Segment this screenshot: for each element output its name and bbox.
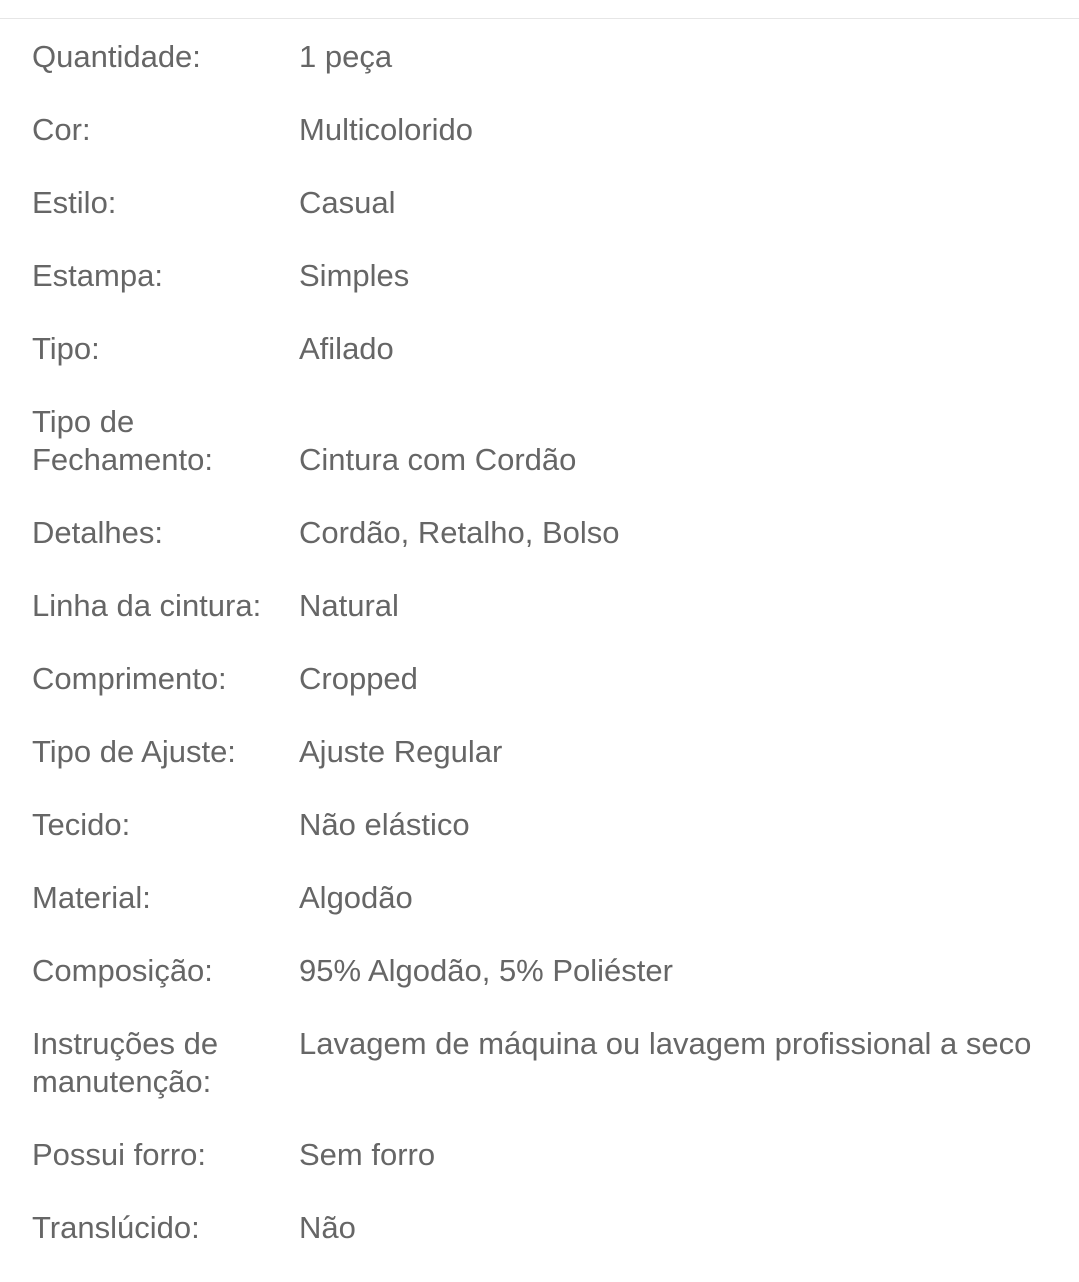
spec-label: Possui forro:	[32, 1137, 207, 1172]
spec-label: Composição:	[32, 953, 213, 988]
spec-row-quantidade	[32, 38, 1042, 76]
spec-label: Instruções de manutenção:	[32, 1026, 219, 1099]
spec-row-linha-da-cintura	[32, 587, 1042, 625]
spec-value: Multicolorido	[299, 112, 474, 147]
spec-row-estilo	[32, 184, 1042, 222]
spec-value: Lavagem de máquina ou lavagem profissional a seco	[299, 1026, 1032, 1061]
spec-label: Estilo:	[32, 185, 117, 220]
spec-value: Algodão	[299, 880, 413, 915]
spec-value: Casual	[299, 185, 396, 220]
spec-label: Comprimento:	[32, 661, 227, 696]
spec-row-estampa	[32, 257, 1042, 295]
spec-row-cor	[32, 111, 1042, 149]
spec-row-composicao	[32, 952, 1042, 990]
spec-label: Material:	[32, 880, 151, 915]
spec-value: 95% Algodão, 5% Poliéster	[299, 953, 673, 988]
spec-label: Tipo de Fechamento:	[32, 404, 213, 477]
spec-label: Tecido:	[32, 807, 131, 842]
spec-value: Não	[299, 1210, 356, 1245]
spec-label: Translúcido:	[32, 1210, 200, 1245]
product-spec-list	[32, 38, 1042, 1282]
spec-row-material	[32, 879, 1042, 917]
spec-label: Detalhes:	[32, 515, 163, 550]
spec-row-detalhes	[32, 514, 1042, 552]
spec-label: Cor:	[32, 112, 91, 147]
spec-value: Natural	[299, 588, 399, 623]
spec-label: Quantidade:	[32, 39, 201, 74]
spec-row-tipo-de-ajuste	[32, 733, 1042, 771]
spec-row-tipo	[32, 330, 1042, 368]
spec-row-comprimento	[32, 660, 1042, 698]
spec-value: Cordão, Retalho, Bolso	[299, 515, 620, 550]
spec-value: 1 peça	[299, 39, 393, 74]
spec-value: Simples	[299, 258, 410, 293]
spec-row-translucido	[32, 1209, 1042, 1247]
spec-value: Cropped	[299, 661, 418, 696]
spec-value: Afilado	[299, 331, 394, 366]
spec-row-tipo-de-fechamento	[32, 403, 1042, 479]
spec-row-tecido	[32, 806, 1042, 844]
spec-value: Sem forro	[299, 1137, 436, 1172]
spec-label: Tipo:	[32, 331, 100, 366]
spec-label: Tipo de Ajuste:	[32, 734, 236, 769]
spec-value: Ajuste Regular	[299, 734, 503, 769]
spec-row-possui-forro	[32, 1136, 1042, 1174]
spec-label: Estampa:	[32, 258, 163, 293]
top-divider	[0, 18, 1079, 19]
spec-value: Cintura com Cordão	[299, 442, 577, 477]
spec-row-instrucoes-de-manutencao	[32, 1025, 1042, 1101]
spec-label: Linha da cintura:	[32, 588, 262, 623]
spec-value: Não elástico	[299, 807, 470, 842]
